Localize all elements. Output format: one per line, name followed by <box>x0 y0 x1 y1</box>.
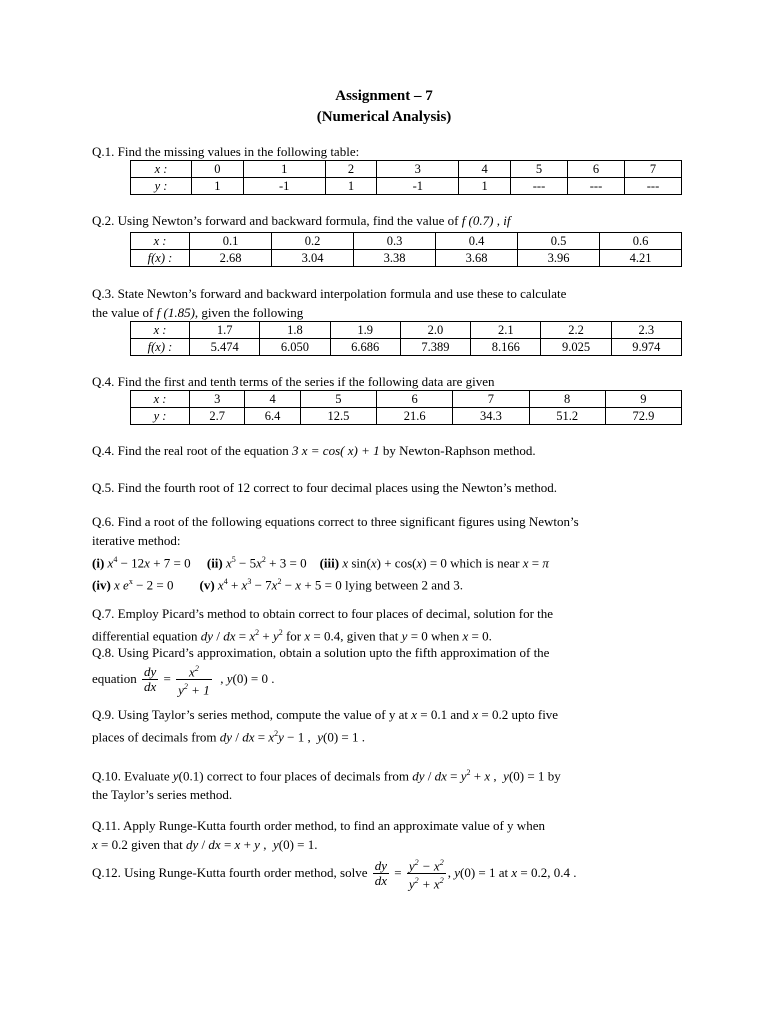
table-cell: f(x) : <box>131 250 190 267</box>
table-cell: 5 <box>300 391 376 408</box>
table-cell: --- <box>568 178 625 195</box>
question-1: Q.1. Find the missing values in the following table: <box>92 144 360 159</box>
table-row <box>131 250 682 267</box>
table-cell: 2.2 <box>541 322 611 339</box>
page-title: Assignment – 7 <box>335 88 433 104</box>
table-cell: 9.974 <box>611 339 681 356</box>
table-cell: 3.38 <box>354 250 436 267</box>
table-cell: 72.9 <box>605 408 681 425</box>
table-cell: 51.2 <box>529 408 605 425</box>
table-cell: 1.7 <box>190 322 260 339</box>
table-cell: 4.21 <box>600 250 682 267</box>
table-cell: y : <box>131 178 192 195</box>
table-cell: 8.166 <box>471 339 541 356</box>
table-cell: x : <box>131 161 192 178</box>
table-cell: 2 <box>325 161 377 178</box>
table-cell: 6.050 <box>260 339 330 356</box>
table-cell: 1 <box>243 161 325 178</box>
table-row <box>131 391 682 408</box>
table-cell: 1.8 <box>260 322 330 339</box>
table-cell: --- <box>511 178 568 195</box>
table-cell: 0.5 <box>518 233 600 250</box>
table-cell: 1 <box>325 178 377 195</box>
page-subtitle: (Numerical Analysis) <box>316 109 452 125</box>
table-cell: 6 <box>377 391 453 408</box>
question-3: Q.3. State Newton’s forward and backward interpolation formula and use these to calculate the value of f (1.85), given the following <box>92 286 567 320</box>
table-cell: 2.3 <box>611 322 681 339</box>
table-cell: 3.68 <box>436 250 518 267</box>
table-cell: 1.9 <box>330 322 400 339</box>
table-cell: x : <box>131 233 190 250</box>
table-cell: 9 <box>605 391 681 408</box>
table-cell: 5 <box>511 161 568 178</box>
table-cell: x : <box>131 391 190 408</box>
table-cell: 6.686 <box>330 339 400 356</box>
question-10: Q.10. Evaluate y(0.1) correct to four places of decimals from dy / dx = $y^2 + x$ , y(0) = 1 by the Taylor’s series method. <box>92 768 561 803</box>
table-cell: 2.1 <box>471 322 541 339</box>
q3-table <box>130 321 682 356</box>
table-cell: 6.4 <box>245 408 300 425</box>
table-cell: 1 <box>192 178 244 195</box>
table-cell: 12.5 <box>300 408 376 425</box>
table-cell: 21.6 <box>377 408 453 425</box>
table-cell: 7 <box>453 391 529 408</box>
q4-table <box>130 390 682 425</box>
table-cell: 34.3 <box>453 408 529 425</box>
question-11: Q.11. Apply Runge-Kutta fourth order method, to find an approximate value of y when x = 0.2 given that dy / dx = x + y , y(0) = 1. <box>92 818 545 852</box>
question-4a: Q.4. Find the first and tenth terms of the series if the following data are given <box>92 374 495 389</box>
table-row <box>131 322 682 339</box>
question-8: Q.8. Using Picard’s approximation, obtain a solution upto the fifth approximation of the equation $\frac{dy}{dx}$ = $\frac{x^2}{y^2 + 1}$ , y(0) = 0 . <box>92 645 550 698</box>
question-12: Q.12. Using Runge-Kutta fourth order method, solve $\frac{dy}{dx}$ = $\frac{y^2 - x^2}{y^2 + x^2}$ , y(0) = 1 at x = 0.2, 0.4 . <box>92 858 577 892</box>
table-cell: 8 <box>529 391 605 408</box>
table-row <box>131 408 682 425</box>
table-cell: 0.4 <box>436 233 518 250</box>
table-cell: 9.025 <box>541 339 611 356</box>
table-cell: 3.04 <box>272 250 354 267</box>
table-cell: 6 <box>568 161 625 178</box>
q2-table <box>130 232 682 267</box>
table-cell: 3.96 <box>518 250 600 267</box>
q1-table <box>130 160 682 195</box>
table-cell: 4 <box>245 391 300 408</box>
table-row <box>131 233 682 250</box>
table-cell: 2.7 <box>190 408 245 425</box>
table-cell: 7 <box>625 161 682 178</box>
table-cell: x : <box>131 322 190 339</box>
table-cell: --- <box>625 178 682 195</box>
table-cell: 1 <box>459 178 511 195</box>
question-9: Q.9. Using Taylor’s series method, compute the value of y at x = 0.1 and x = 0.2 upto five places of decimals from dy / dx = $x^2y - 1$ , y(0) = 1 . <box>92 707 559 745</box>
table-cell: 0.6 <box>600 233 682 250</box>
table-cell: -1 <box>377 178 459 195</box>
question-6: Q.6. Find a root of the following equations correct to three significant figures using Newton’s iterative method: (i) $x^4 - 12x + 7 = 0$ (ii) $x^5 - 5x^2 + 3 = 0$ (iii) x sin(x) + cos(x) = 0 which is near x = π (iv) x $e^x - 2 = 0$ (v) $x^4 + x^3 - 7x^2 - x + 5 = 0$ lying between 2 and 3. <box>92 514 579 593</box>
table-cell: 3 <box>190 391 245 408</box>
table-cell: 0.1 <box>190 233 272 250</box>
table-row <box>131 339 682 356</box>
table-row <box>131 178 682 195</box>
table-cell: f(x) : <box>131 339 190 356</box>
question-5: Q.5. Find the fourth root of 12 correct to four decimal places using the Newton’s method. <box>92 480 558 495</box>
table-cell: 2.68 <box>190 250 272 267</box>
table-cell: 0 <box>192 161 244 178</box>
table-cell: 3 <box>377 161 459 178</box>
table-cell: 4 <box>459 161 511 178</box>
table-row <box>131 161 682 178</box>
question-2: Q.2. Using Newton’s forward and backward formula, find the value of f (0.7) , if <box>92 213 511 228</box>
table-cell: 7.389 <box>400 339 470 356</box>
table-cell: 0.3 <box>354 233 436 250</box>
question-7: Q.7. Employ Picard’s method to obtain correct to four places of decimal, solution for the differential equation dy / dx = $x^2 + y^2$ for x = 0.4, given that y = 0 when x = 0. <box>92 606 554 644</box>
table-cell: 0.2 <box>272 233 354 250</box>
question-4b: Q.4. Find the real root of the equation 3 x = cos( x) + 1 by Newton-Raphson method. <box>92 443 536 458</box>
table-cell: y : <box>131 408 190 425</box>
table-cell: 5.474 <box>190 339 260 356</box>
table-cell: -1 <box>243 178 325 195</box>
table-cell: 2.0 <box>400 322 470 339</box>
